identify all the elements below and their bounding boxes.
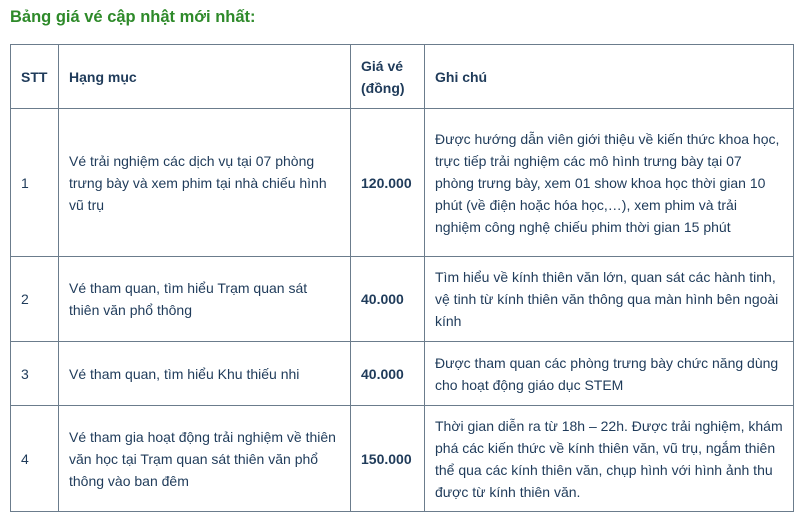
cell-note: Thời gian diễn ra từ 18h – 22h. Được trải nghiệm, khám phá các kiến thức về kính thiên văn, vũ trụ, ngắm thiên thể qua các kính thiên văn, chụp hình với hình ảnh thu được từ kính thiên văn. [425, 406, 794, 512]
header-price [351, 45, 425, 109]
table-row [11, 342, 794, 406]
header-price-line1: Giá vé [361, 57, 404, 74]
cell-item: Vé tham quan, tìm hiểu Trạm quan sát thiên văn phổ thông [59, 257, 351, 342]
cell-stt: 3 [11, 342, 59, 406]
cell-item: Vé tham quan, tìm hiểu Khu thiếu nhi [59, 342, 351, 406]
cell-item: Vé tham gia hoạt động trải nghiệm về thiên văn học tại Trạm quan sát thiên văn phổ thông vào ban đêm [59, 406, 351, 512]
ticket-price-table [10, 44, 794, 512]
page-heading: Bảng giá vé cập nhật mới nhất: [10, 8, 256, 26]
cell-note: Được tham quan các phòng trưng bày chức năng dùng cho hoạt động giáo dục STEM [425, 342, 794, 406]
cell-price: 40.000 [351, 257, 425, 342]
header-price-line2: (đồng) [361, 79, 405, 96]
cell-item: Vé trải nghiệm các dịch vụ tại 07 phòng trưng bày và xem phim tại nhà chiếu hình vũ trụ [59, 109, 351, 257]
cell-price: 150.000 [351, 406, 425, 512]
cell-note: Tìm hiểu về kính thiên văn lớn, quan sát các hành tinh, vệ tinh từ kính thiên văn thông qua màn hình bên ngoài kính [425, 257, 794, 342]
table-header-row [11, 45, 794, 109]
header-stt: STT [11, 45, 59, 109]
header-item: Hạng mục [59, 45, 351, 109]
cell-note: Được hướng dẫn viên giới thiệu về kiến thức khoa học, trực tiếp trải nghiệm các mô hình trưng bày tại 07 phòng trưng bày, xem 01 show khoa học thời gian 10 phút (về điện hoặc hóa học,…), xem phim và trải nghiệm công nghệ chiếu phim thời gian 15 phút [425, 109, 794, 257]
cell-stt: 1 [11, 109, 59, 257]
cell-stt: 2 [11, 257, 59, 342]
table-row [11, 257, 794, 342]
header-note: Ghi chú [425, 45, 794, 109]
cell-stt: 4 [11, 406, 59, 512]
cell-price: 40.000 [351, 342, 425, 406]
table-row [11, 109, 794, 257]
table-row [11, 406, 794, 512]
cell-price: 120.000 [351, 109, 425, 257]
